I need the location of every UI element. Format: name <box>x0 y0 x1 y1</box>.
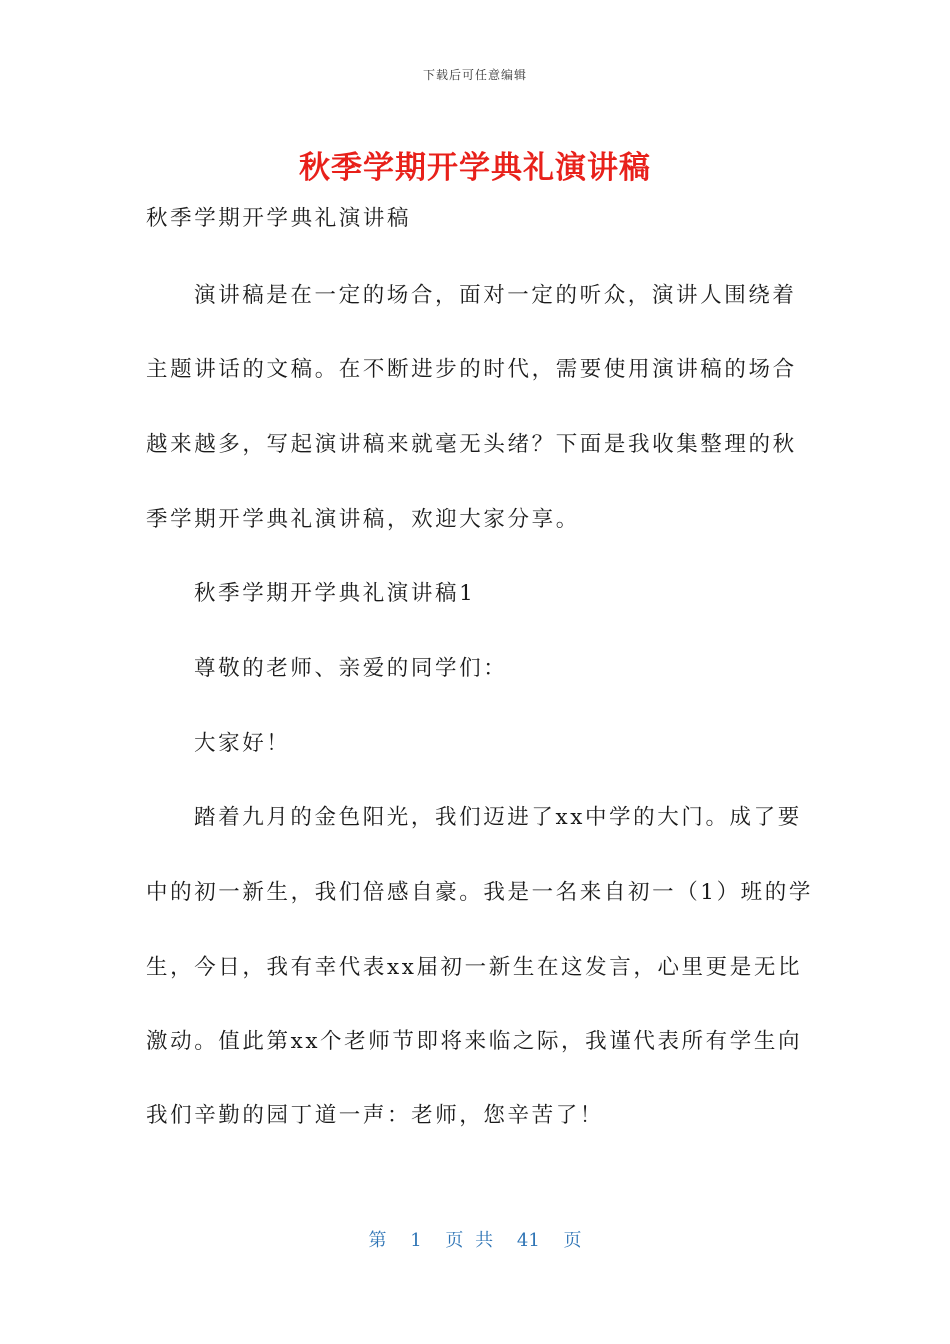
greeting: 大家好！ <box>194 731 291 756</box>
current-page-number: 1 <box>410 1230 422 1251</box>
total-page-count: 41 <box>516 1230 540 1251</box>
document-title: 秋季学期开学典礼演讲稿 <box>299 150 651 186</box>
paragraph-line: 生，今日，我有幸代表xx届初一新生在这发言，心里更是无比 <box>146 955 803 980</box>
paragraph-line: 主题讲话的文稿。在不断进步的时代，需要使用演讲稿的场合 <box>146 357 797 382</box>
paragraph-line: 演讲稿是在一定的场合，面对一定的听众，演讲人围绕着 <box>194 283 797 308</box>
section-heading: 秋季学期开学典礼演讲稿1 <box>194 581 476 606</box>
footer-prefix: 第 <box>368 1230 387 1251</box>
paragraph-line: 中的初一新生，我们倍感自豪。我是一名来自初一（1）班的学 <box>146 880 813 905</box>
page-footer <box>0 1226 950 1252</box>
salutation: 尊敬的老师、亲爱的同学们： <box>194 656 508 681</box>
footer-middle: 页 共 <box>445 1230 494 1251</box>
subtitle-line: 秋季学期开学典礼演讲稿 <box>146 206 412 231</box>
paragraph-line: 越来越多，写起演讲稿来就毫无头绪？下面是我收集整理的秋 <box>146 432 797 457</box>
header-note: 下载后可任意编辑 <box>422 68 527 82</box>
paragraph-line: 季学期开学典礼演讲稿，欢迎大家分享。 <box>146 507 580 532</box>
paragraph-line: 激动。值此第xx个老师节即将来临之际，我谨代表所有学生向 <box>146 1029 803 1054</box>
footer-suffix: 页 <box>563 1230 582 1251</box>
paragraph-line: 踏着九月的金色阳光，我们迈进了xx中学的大门。成了要 <box>194 805 802 830</box>
paragraph-line: 我们辛勤的园丁道一声：老师，您辛苦了！ <box>146 1103 604 1128</box>
